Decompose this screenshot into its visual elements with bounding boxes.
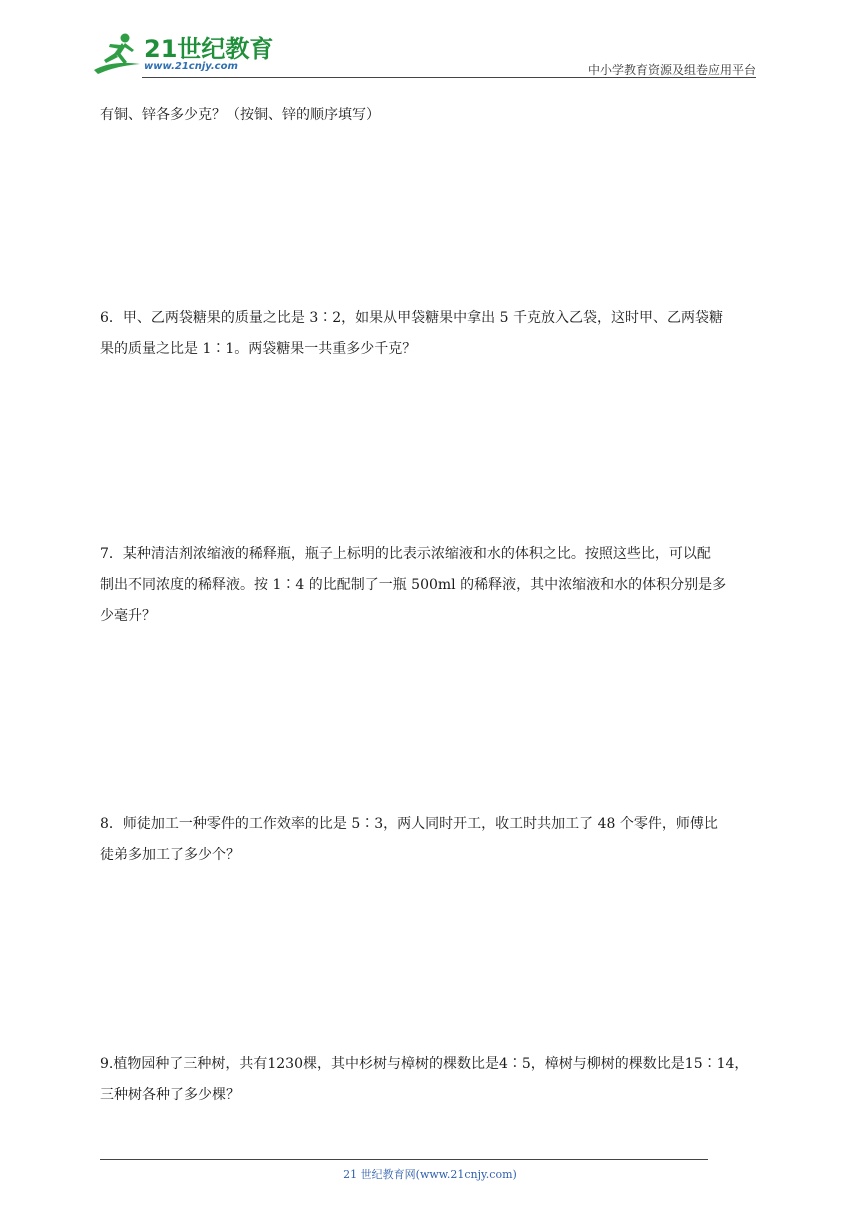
page-header: [92, 30, 756, 78]
logo-text: 21世纪教育: [144, 35, 274, 63]
site-logo[interactable]: [92, 30, 274, 78]
header-divider: [142, 77, 756, 78]
question-line: 9.植物园种了三种树，共有1230棵，其中杉树与樟树的棵数比是4∶5，樟树与柳树的棵数比是15∶14，: [100, 1056, 749, 1072]
question-line: 果的质量之比是 1∶1。两袋糖果一共重多少千克？: [100, 341, 417, 357]
question-7: [100, 539, 766, 632]
question-line: 有铜、锌各多少克？（按铜、锌的顺序填写）: [100, 107, 380, 123]
question-9: [100, 1049, 766, 1111]
footer-link[interactable]: 21 世纪教育网(www.21cnjy.com): [343, 1168, 517, 1181]
question-line: 少毫升？: [100, 608, 156, 624]
running-man-icon: [92, 30, 144, 76]
question-5-continuation: [100, 100, 766, 131]
question-6: [100, 303, 766, 365]
question-line: 6．甲、乙两袋糖果的质量之比是 3∶2，如果从甲袋糖果中拿出 5 千克放入乙袋，这时甲、乙两袋糖: [100, 310, 723, 326]
question-line: 7．某种清洁剂浓缩液的稀释瓶，瓶子上标明的比表示浓缩液和水的体积之比。按照这些比，可以配: [100, 546, 711, 562]
question-line: 三种树各种了多少棵？: [100, 1087, 240, 1103]
platform-title: 中小学教育资源及组卷应用平台: [587, 63, 756, 77]
question-8: [100, 809, 766, 871]
logo-url: www.21cnjy.com: [144, 61, 238, 72]
footer-divider: [100, 1159, 708, 1160]
question-line: 8．师徒加工一种零件的工作效率的比是 5∶3，两人同时开工，收工时共加工了 48 个零件，师傅比: [100, 816, 718, 832]
question-line: 制出不同浓度的稀释液。按 1∶4 的比配制了一瓶 500ml 的稀释液，其中浓缩液和水的体积分别是多: [100, 577, 727, 593]
question-line: 徒弟多加工了多少个？: [100, 847, 240, 863]
